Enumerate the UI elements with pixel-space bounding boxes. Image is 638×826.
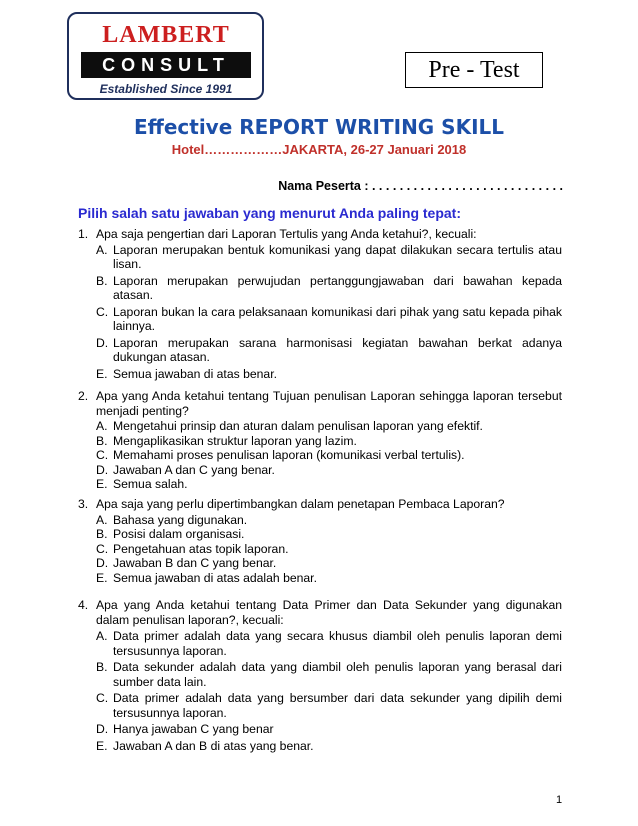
option-letter: D. bbox=[96, 335, 109, 350]
option-text: Pengetahuan atas topik laporan. bbox=[113, 541, 289, 556]
option-c[interactable] bbox=[96, 448, 562, 463]
option-letter: C. bbox=[96, 304, 109, 319]
option-text: Laporan merupakan perwujudan pertanggungjawaban dari bawahan kepada atasan. bbox=[113, 273, 562, 302]
lambert-consult-logo bbox=[67, 12, 264, 100]
option-e[interactable] bbox=[96, 571, 562, 586]
option-letter: D. bbox=[96, 556, 109, 570]
option-b[interactable] bbox=[96, 274, 562, 303]
page-number: 1 bbox=[556, 794, 563, 806]
option-text: Laporan merupakan bentuk komunikasi yang dapat dilakukan secara tertulis atau lisan. bbox=[113, 242, 562, 271]
question-number: 1. bbox=[78, 227, 89, 241]
document-title: Effective REPORT WRITING SKILL bbox=[133, 115, 505, 139]
option-a[interactable] bbox=[96, 513, 562, 528]
option-letter: E. bbox=[96, 477, 108, 491]
option-list bbox=[96, 419, 562, 492]
option-e[interactable] bbox=[96, 739, 562, 754]
option-letter: B. bbox=[96, 660, 108, 674]
option-c[interactable] bbox=[96, 305, 562, 334]
option-letter: C. bbox=[96, 691, 109, 705]
option-text: Jawaban A dan B di atas yang benar. bbox=[113, 738, 314, 753]
option-text: Laporan bukan la cara pelaksanaan komunikasi dari pihak yang satu kepada pihak lainnya. bbox=[113, 304, 562, 333]
option-text: Laporan merupakan sarana harmonisasi kegiatan bawahan berkat adanya dukungan atasan. bbox=[113, 335, 562, 364]
option-letter: A. bbox=[96, 242, 108, 257]
option-a[interactable] bbox=[96, 243, 562, 272]
option-d[interactable] bbox=[96, 722, 562, 737]
question-number: 3. bbox=[78, 497, 89, 511]
option-text: Mengaplikasikan struktur laporan yang lazim. bbox=[113, 433, 357, 448]
event-subtitle: Hotel………………JAKARTA, 26-27 Januari 2018 bbox=[171, 142, 467, 157]
participant-name-field[interactable]: Nama Peserta : . . . . . . . . . . . . . . . . . . . . . . . . . . . . bbox=[278, 179, 563, 193]
option-b[interactable] bbox=[96, 434, 562, 449]
option-d[interactable] bbox=[96, 336, 562, 365]
option-d[interactable] bbox=[96, 556, 562, 571]
option-a[interactable] bbox=[96, 629, 562, 658]
question-number: 2. bbox=[78, 389, 89, 403]
question-text: Apa saja yang perlu dipertimbangkan dalam penetapan Pembaca Laporan? bbox=[96, 497, 505, 511]
option-letter: E. bbox=[96, 366, 108, 381]
option-b[interactable] bbox=[96, 660, 562, 689]
question-4 bbox=[78, 598, 562, 753]
question-2 bbox=[78, 389, 562, 492]
question-text: Apa yang Anda ketahui tentang Data Primer dan Data Sekunder yang digunakan dalam penulisan laporan?, kecuali: bbox=[96, 598, 562, 627]
logo-consult-bar: CONSULT bbox=[81, 52, 251, 78]
instruction-heading: Pilih salah satu jawaban yang menurut Anda paling tepat: bbox=[78, 205, 461, 221]
option-text: Data sekunder adalah data yang diambil oleh penulis laporan yang berasal dari sumber data lain. bbox=[113, 660, 562, 689]
option-letter: E. bbox=[96, 738, 108, 753]
option-list bbox=[96, 629, 562, 753]
option-c[interactable] bbox=[96, 542, 562, 557]
question-1 bbox=[78, 227, 562, 381]
option-b[interactable] bbox=[96, 527, 562, 542]
logo-tagline: Established Since 1991 bbox=[99, 82, 233, 96]
option-text: Data primer adalah data yang bersumber dari data sekunder yang dipilih demi tersusunnya laporan. bbox=[113, 691, 562, 720]
option-list bbox=[96, 513, 562, 586]
option-text: Hanya jawaban C yang benar bbox=[113, 722, 274, 736]
logo-name: LAMBERT bbox=[102, 22, 230, 48]
option-letter: E. bbox=[96, 570, 108, 585]
option-list bbox=[96, 243, 562, 382]
question-text: Apa saja pengertian dari Laporan Tertulis yang Anda ketahui?, kecuali: bbox=[96, 227, 477, 241]
option-text: Semua jawaban di atas adalah benar. bbox=[113, 570, 317, 585]
option-letter: A. bbox=[96, 629, 108, 643]
question-3 bbox=[78, 497, 562, 585]
option-text: Posisi dalam organisasi. bbox=[113, 527, 245, 541]
option-d[interactable] bbox=[96, 463, 562, 478]
option-letter: B. bbox=[96, 273, 108, 288]
option-e[interactable] bbox=[96, 367, 562, 382]
option-letter: A. bbox=[96, 419, 108, 433]
question-text: Apa yang Anda ketahui tentang Tujuan penulisan Laporan sehingga laporan tersebut menjadi penting? bbox=[96, 389, 562, 418]
option-text: Mengetahui prinsip dan aturan dalam penulisan laporan yang efektif. bbox=[113, 419, 483, 433]
option-text: Jawaban A dan C yang benar. bbox=[113, 462, 275, 477]
option-text: Data primer adalah data yang secara khusus diambil oleh penulis laporan demi tersusunnya laporan. bbox=[113, 629, 562, 658]
option-text: Memahami proses penulisan laporan (komunikasi verbal tertulis). bbox=[113, 448, 465, 462]
option-letter: B. bbox=[96, 527, 108, 541]
option-letter: D. bbox=[96, 462, 109, 477]
option-e[interactable] bbox=[96, 477, 562, 492]
option-text: Jawaban B dan C yang benar. bbox=[113, 556, 277, 570]
option-letter: C. bbox=[96, 448, 109, 462]
pre-test-badge: Pre - Test bbox=[405, 52, 543, 88]
option-letter: A. bbox=[96, 512, 108, 527]
question-number: 4. bbox=[78, 598, 89, 612]
option-text: Semua salah. bbox=[113, 477, 188, 491]
option-text: Bahasa yang digunakan. bbox=[113, 512, 248, 527]
option-letter: D. bbox=[96, 722, 109, 736]
option-a[interactable] bbox=[96, 419, 562, 434]
option-letter: C. bbox=[96, 541, 109, 556]
option-c[interactable] bbox=[96, 691, 562, 720]
option-letter: B. bbox=[96, 433, 108, 448]
option-text: Semua jawaban di atas benar. bbox=[113, 366, 277, 381]
